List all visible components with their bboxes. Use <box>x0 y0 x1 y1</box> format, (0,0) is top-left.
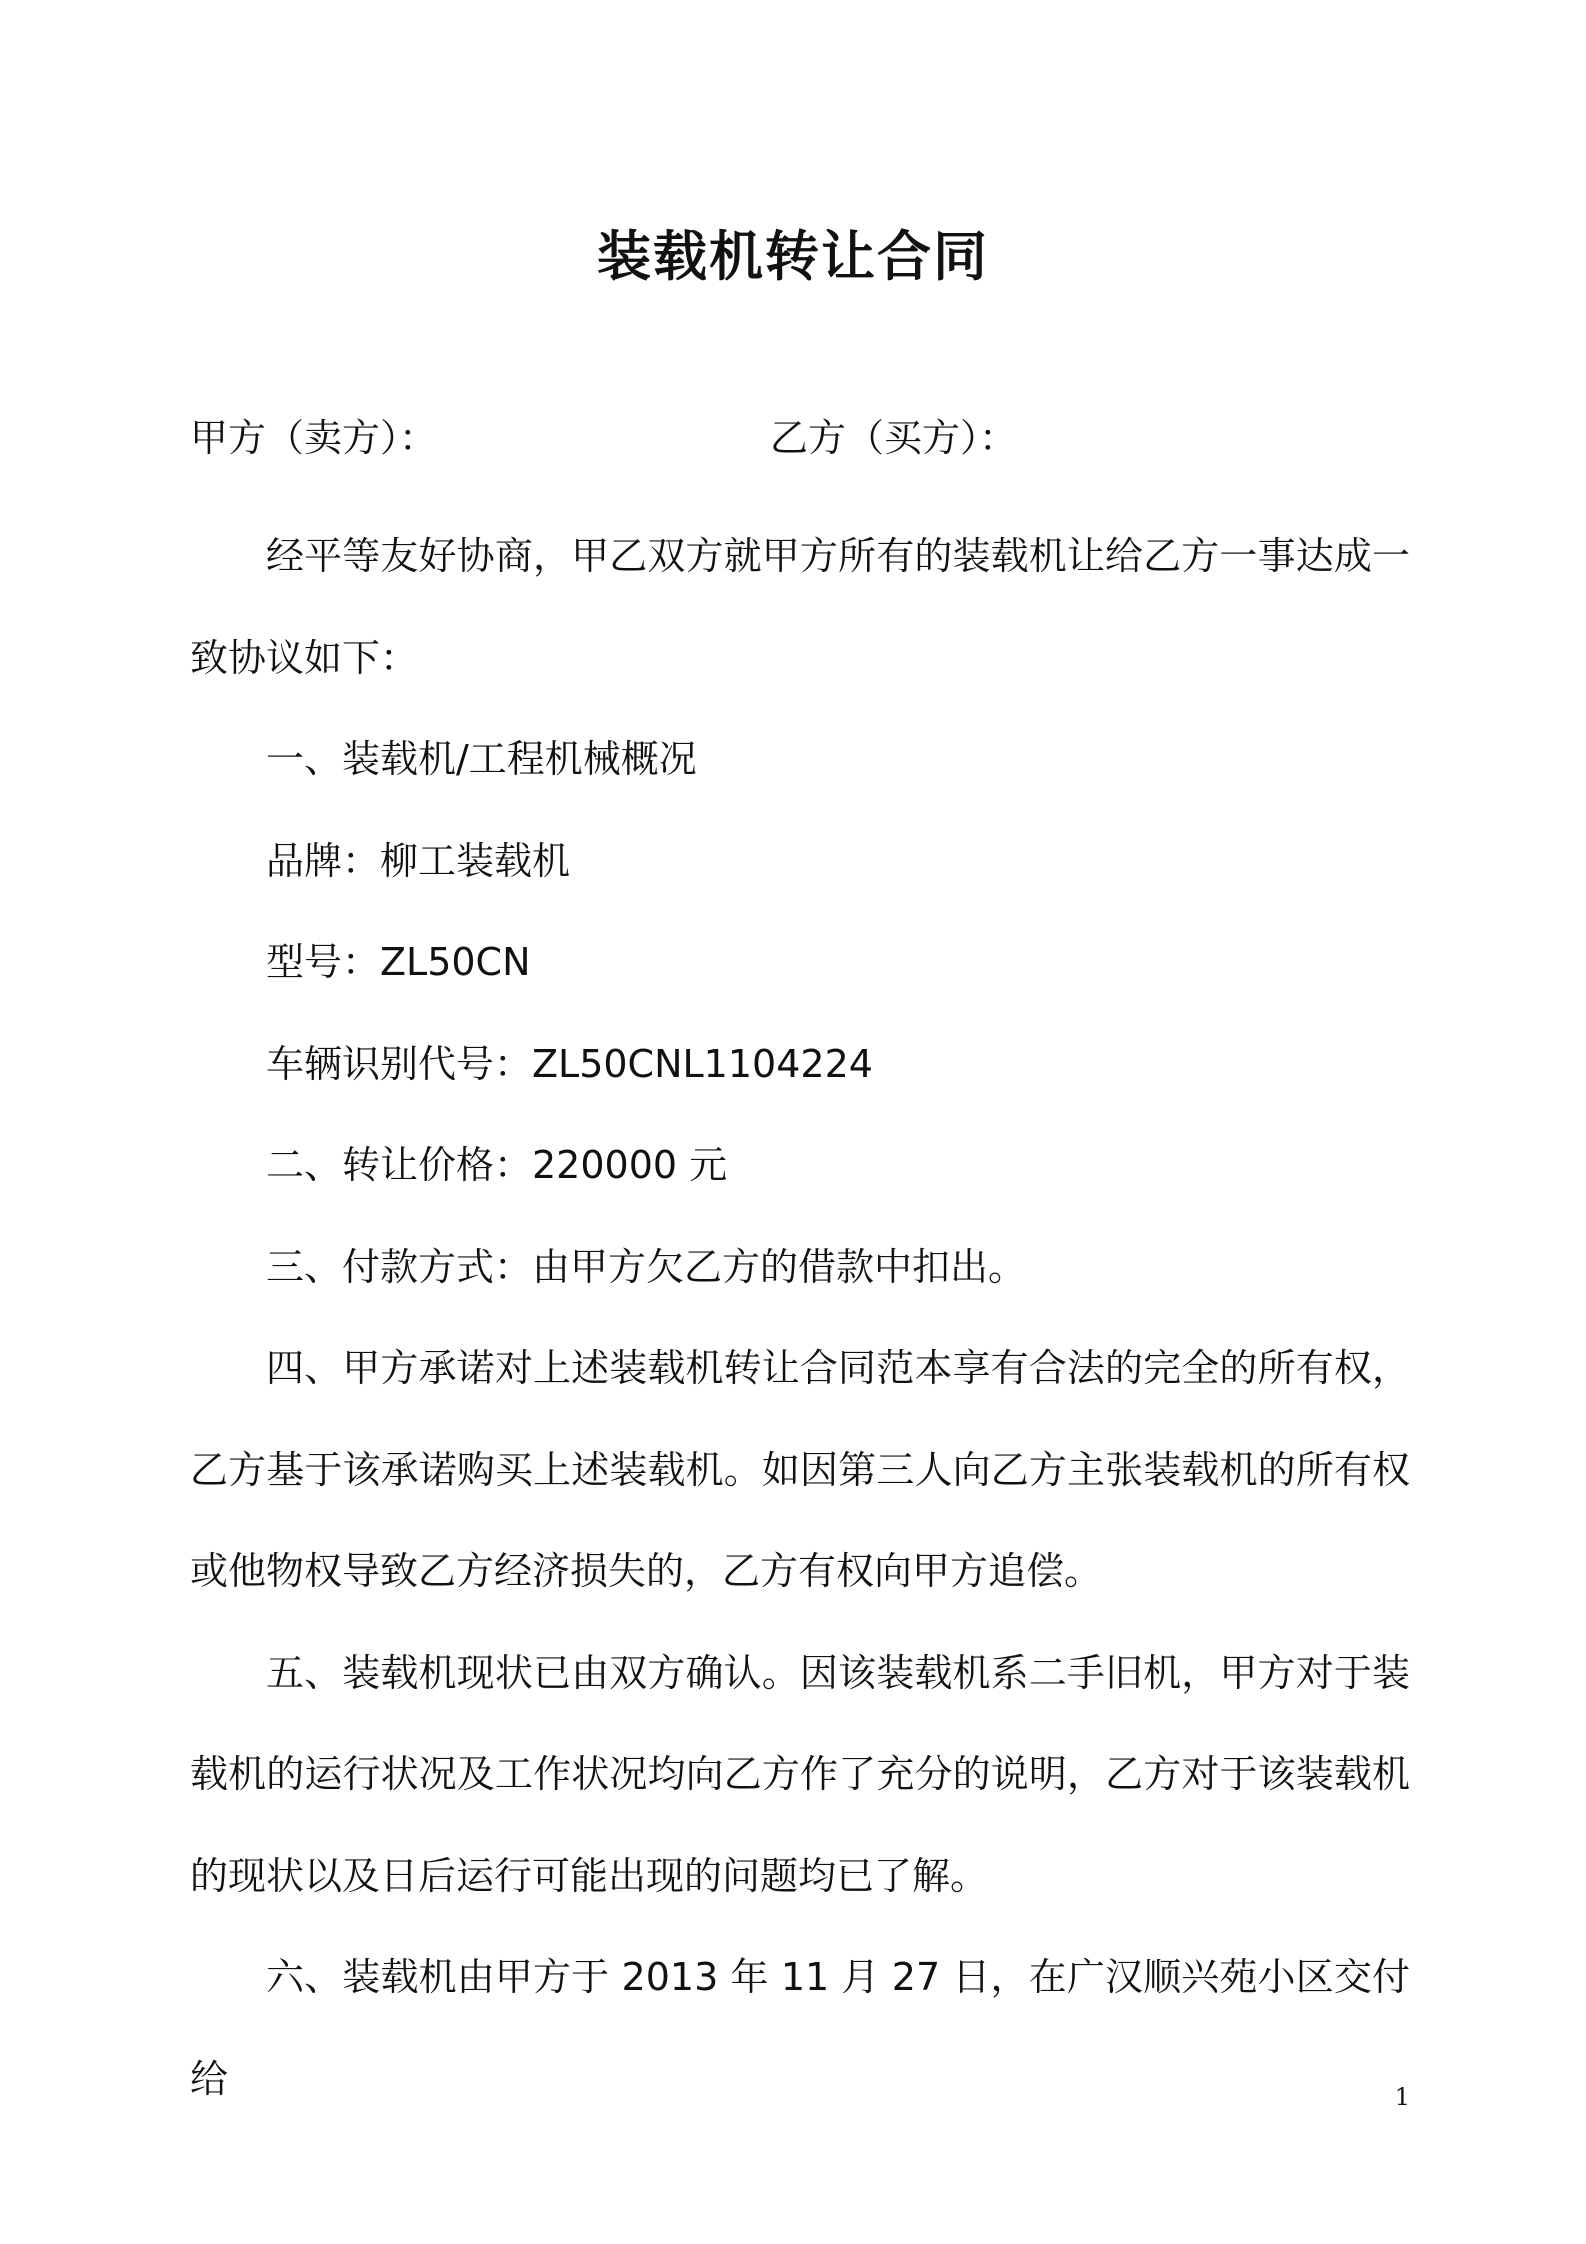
intro-paragraph: 经平等友好协商，甲乙双方就甲方所有的装载机让给乙方一事达成一致协议如下： <box>190 534 1410 680</box>
party-b-label: 乙方（买方）： <box>770 416 1018 460</box>
section-2-price: 二、转让价格：220000 元 <box>266 1143 728 1187</box>
parties-line <box>190 408 1410 468</box>
vin-line: 车辆识别代号：ZL50CNL1104224 <box>266 1041 873 1086</box>
section-3-payment: 三、付款方式：由甲方欠乙方的借款中扣出。 <box>266 1244 1027 1289</box>
model-line: 型号：ZL50CN <box>266 940 531 984</box>
section-4-ownership: 四、甲方承诺对上述装载机转让合同范本享有合法的完全的所有权，乙方基于该承诺购买上述装载机。如因第三人向乙方主张装载机的所有权或他物权导致乙方经济损失的，乙方有权向甲方追偿。 <box>190 1346 1410 1593</box>
brand-line: 品牌：柳工装载机 <box>266 838 571 883</box>
document-title: 装载机转让合同 <box>597 225 989 288</box>
section-1-heading: 一、装载机/工程机械概况 <box>266 737 697 781</box>
section-5-condition: 五、装载机现状已由双方确认。因该装载机系二手旧机，甲方对于装载机的运行状况及工作状况均向乙方作了充分的说明，乙方对于该装载机的现状以及日后运行可能出现的问题均已了解。 <box>190 1650 1410 1898</box>
contract-body <box>190 506 1410 2130</box>
page-number: 1 <box>1394 2083 1410 2111</box>
section-6-delivery: 六、装载机由甲方于 2013 年 11 月 27 日，在广汉顺兴苑小区交付给 <box>190 1955 1410 2101</box>
party-a-label: 甲方（卖方）： <box>190 416 438 460</box>
